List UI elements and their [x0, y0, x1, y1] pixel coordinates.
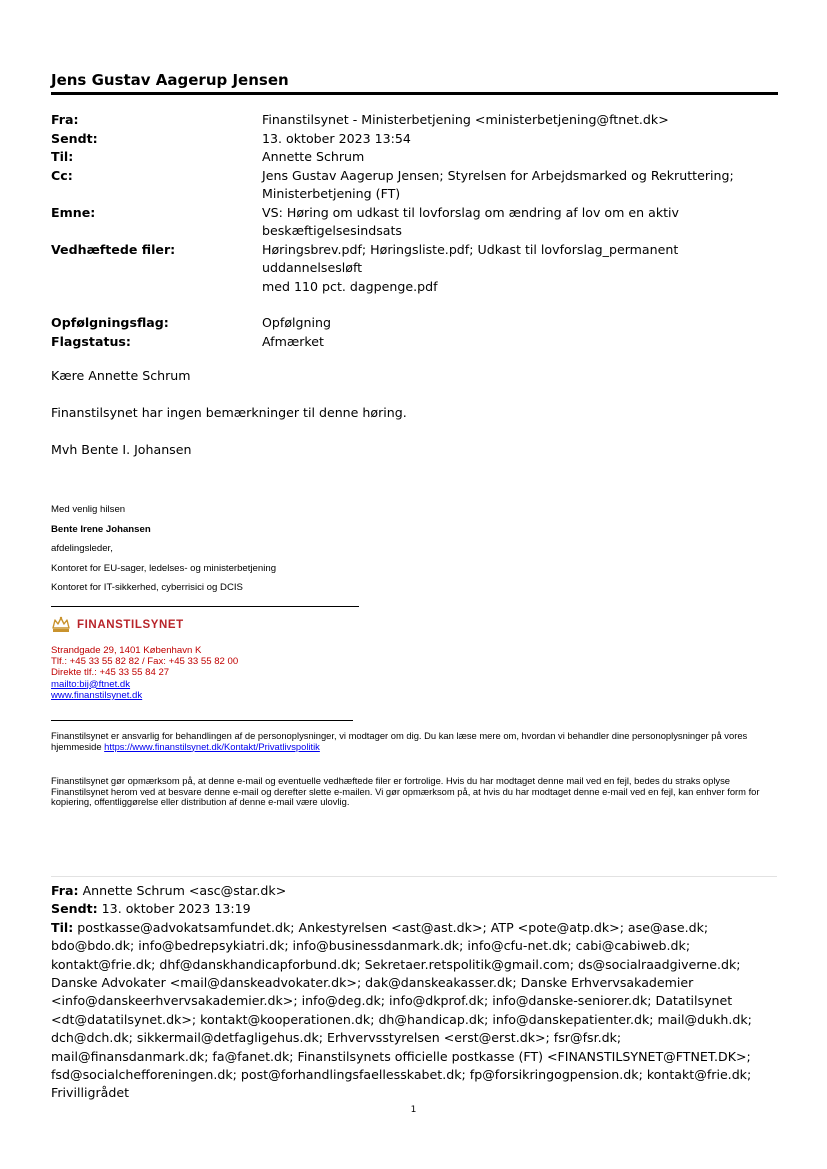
- signature-name: Bente Irene Johansen: [51, 523, 151, 535]
- forwarded-to-label: Til:: [51, 919, 74, 935]
- contact-block: [51, 645, 238, 701]
- forwarded-to: postkasse@advokatsamfundet.dk; Ankestyrelsen <ast@ast.dk>; ATP <pote@atp.dk>; ase@ase.dk; bdo@bdo.dk; info@bedrepsykiatri.dk; info@businessdanmark.dk; info@cfu-net.dk; cabi@cabiweb.dk; kontakt@frie.dk; dhf@danskhandicapforbund.dk; Sekretaer.retspolitik@gmail.com; ds@socialraadgiverne.dk; Danske Advokater <mail@danskeadvokater.dk>; dak@danskeakasser.dk; Danske Erhvervsakademier <info@danskeerhvervsakademier.dk>; info@deg.dk; info@dkprof.dk; info@danske-seniorer.dk; Datatilsynet <dt@datatilsynet.dk>; kontakt@kooperationen.dk; dh@handicap.dk; info@danskepatienter.dk; mail@dukh.dk; dch@dch.dk; sikkermail@detfagligehus.dk; Erhvervsstyrelsen <erst@erst.dk>; fsr@fsr.dk; mail@finansdanmark.dk; fa@fanet.dk; Finanstilsynets officielle postkasse (FT) <FINANSTILSYNET@FTNET.DK>; fsd@socialchefforeningen.dk; post@forhandlingsfaellesskabet.dk; fp@forsikringogpension.dk; kontakt@frie.dk; Frivilligrådet: [51, 919, 752, 1101]
- header-row-flag-status: [51, 333, 781, 352]
- email-header-table: [51, 111, 781, 351]
- signature-regards: Med venlig hilsen: [51, 504, 126, 515]
- forwarded-from-line: [51, 882, 779, 900]
- contact-phone: Tlf.: +45 33 55 82 82 / Fax: +45 33 55 82 00: [51, 656, 239, 668]
- crown-icon: [51, 616, 71, 634]
- signature-block: [51, 504, 276, 602]
- header-gap: [51, 296, 781, 314]
- mailbox-owner-title: Jens Gustav Aagerup Jensen: [51, 71, 289, 89]
- body-closing: Mvh Bente I. Johansen: [51, 442, 192, 457]
- forwarded-to-line: [51, 919, 779, 1103]
- header-value-line: Høringsbrev.pdf; Høringsliste.pdf; Udkast til lovforslag_permanent uddannelsesløft: [262, 241, 679, 275]
- forwarded-separator: [51, 876, 777, 877]
- header-row-subject: [51, 204, 781, 241]
- contact-direct-phone: Direkte tlf.: +45 33 55 84 27: [51, 667, 170, 679]
- header-value-line: 13. oktober 2023 13:54: [262, 130, 411, 146]
- header-label: Vedhæftede filer:: [51, 241, 176, 257]
- contact-mail-link[interactable]: mailto:bij@ftnet.dk: [51, 678, 131, 690]
- header-value: [262, 148, 781, 167]
- forwarded-sent-line: [51, 900, 779, 918]
- header-value: [262, 241, 781, 297]
- header-label: Opfølgningsflag:: [51, 315, 169, 330]
- header-value: [262, 333, 781, 352]
- signature-title: afdelingsleder,: [51, 543, 113, 554]
- logo-text: FINANSTILSYNET: [77, 619, 184, 631]
- header-value-line: Finanstilsynet - Ministerbetjening <ministerbetjening@ftnet.dk>: [262, 112, 669, 127]
- header-value-line: Jens Gustav Aagerup Jensen; Styrelsen for Arbejdsmarked og Rekruttering;: [262, 167, 734, 183]
- header-value-line: med 110 pct. dagpenge.pdf: [262, 278, 438, 294]
- finanstilsynet-logo: [51, 616, 184, 634]
- header-label: Emne:: [51, 204, 96, 220]
- confidentiality-disclaimer: Finanstilsynet gør opmærksom på, at denne e-mail og eventuelle vedhæftede filer er fortrolige. Hvis du har modtaget denne mail ved en fejl, bedes du straks oplyse Finanstilsynet herom ved at besvare denne e-mail og derefter slette e-mailen. Vi gør opmærksom på, at hvis du har modtaget denne e-mail ved en fejl, kan enhver form for kopiering, offentliggørelse eller distribution af denne e-mail være ulovlig.: [51, 775, 760, 808]
- forwarded-sent: 13. oktober 2023 13:19: [101, 901, 251, 917]
- header-label: Fra:: [51, 112, 79, 127]
- header-value-line: beskæftigelsesindsats: [262, 223, 402, 238]
- signature-office: Kontoret for EU-sager, ledelses- og ministerbetjening: [51, 562, 277, 574]
- header-value-line: Ministerbetjening (FT): [262, 186, 401, 201]
- privacy-policy-link[interactable]: https://www.finanstilsynet.dk/Kontakt/Privatlivspolitik: [104, 740, 320, 752]
- header-label: Cc:: [51, 167, 73, 183]
- forwarded-from: Annette Schrum <asc@star.dk>: [82, 883, 287, 898]
- body-message: Finanstilsynet har ingen bemærkninger til denne høring.: [51, 405, 407, 420]
- header-row-followup-flag: [51, 314, 781, 333]
- contact-address: Strandgade 29, 1401 København K: [51, 645, 202, 656]
- signature-office: Kontoret for IT-sikkerhed, cyberrisici og DCIS: [51, 582, 243, 593]
- forwarded-sent-label: Sendt:: [51, 901, 98, 917]
- header-value-line: Annette Schrum: [262, 149, 365, 164]
- header-value: [262, 204, 781, 241]
- header-value: [262, 111, 781, 130]
- header-label: Til:: [51, 149, 74, 164]
- header-value: [262, 130, 781, 149]
- forwarded-from-label: Fra:: [51, 883, 79, 898]
- page-number: 1: [410, 1105, 417, 1115]
- header-label: Sendt:: [51, 130, 98, 146]
- header-row-sent: [51, 130, 781, 149]
- header-value: [262, 167, 781, 204]
- title-rule: [51, 92, 778, 95]
- header-row-from: [51, 111, 781, 130]
- privacy-disclaimer: [51, 731, 776, 752]
- header-value-line: Afmærket: [262, 333, 324, 349]
- body-greeting: Kære Annette Schrum: [51, 368, 191, 383]
- header-row-cc: [51, 167, 781, 204]
- privacy-text: Finanstilsynet er ansvarlig for behandlingen af de personoplysninger, vi modtager om dig. Du kan læse mere om, hvordan vi behandler dine personoplysninger på vores hjemmeside: [51, 730, 748, 752]
- contact-web-link[interactable]: www.finanstilsynet.dk: [51, 689, 143, 701]
- header-value-line: Opfølgning: [262, 315, 331, 330]
- header-value-line: VS: Høring om udkast til lovforslag om ændring af lov om en aktiv: [262, 204, 680, 220]
- header-label: Flagstatus:: [51, 333, 131, 349]
- forwarded-message-header: [51, 882, 779, 1103]
- header-row-attachments: [51, 241, 781, 297]
- header-row-to: [51, 148, 781, 167]
- header-value: [262, 314, 781, 333]
- contact-rule: [51, 720, 353, 721]
- signature-rule: [51, 606, 359, 607]
